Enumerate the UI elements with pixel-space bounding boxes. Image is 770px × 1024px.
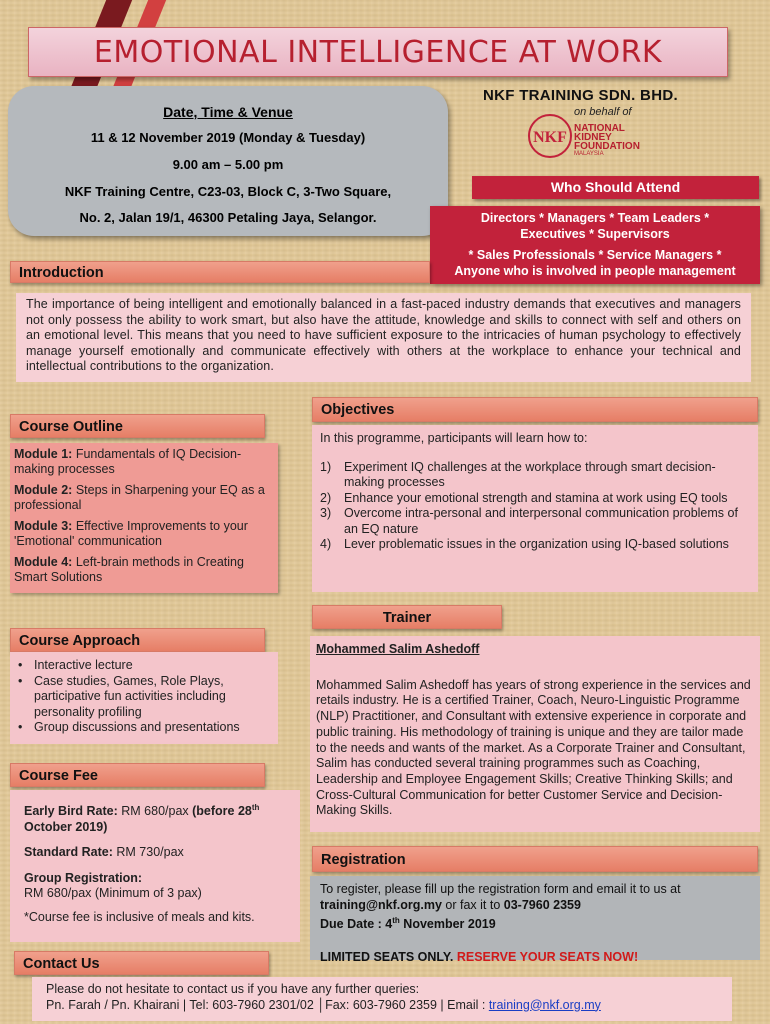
list-number: 4) [320,537,332,551]
early-bird-value: RM 680/pax [117,804,193,819]
trainer-name: Mohammed Salim Ashedoff [316,642,480,656]
introduction-heading: Introduction [10,261,430,283]
registration-email[interactable]: training@nkf.org.my [320,897,442,912]
standard-value: RM 730/pax [112,845,184,860]
date-venue-panel [8,86,448,236]
registration-panel [310,876,760,964]
limited-seats [320,950,750,966]
early-bird-note-sup: th [251,803,260,812]
course-outline-panel [10,443,278,593]
objectives-panel [312,425,758,592]
venue-line-2: No. 2, Jalan 19/1, 46300 Petaling Jaya, Selangor. [79,210,377,225]
standard-label: Standard Rate: [24,845,113,860]
on-behalf-text: on behalf of [574,106,632,118]
fee-note: *Course fee is inclusive of meals and kits. [24,909,255,924]
event-dates: 11 & 12 November 2019 (Monday & Tuesday) [90,130,366,145]
list-item [320,460,750,491]
page-title: EMOTIONAL INTELLIGENCE AT WORK [28,27,728,77]
course-fee-heading: Course Fee [10,763,265,787]
list-item [14,555,273,585]
list-item: • Group discussions and presentations [14,720,272,736]
course-fee-panel [10,790,300,942]
module-text: Left-brain methods in Creating Smart Solutions [14,555,244,584]
event-time: 9.00 am – 5.00 pm [172,157,284,172]
registration-line-2 [320,898,750,914]
logo-line-2: KIDNEY [574,132,612,143]
objective-text: Enhance your emotional strength and stamina at work using EQ tools [344,490,728,505]
list-item [320,491,750,507]
group-value: RM 680/pax (Minimum of 3 pax) [24,886,202,901]
list-item [14,447,273,477]
venue-line-1: NKF Training Centre, C23-03, Block C, 3-Two Square, [64,184,392,199]
attendee-line-3: * Sales Professionals * Service Managers * [468,248,722,262]
introduction-text: The importance of being intelligent and emotionally balanced in a fast-paced industry demands that executives and managers not only possess the ability to work smart, but also have the attitude, knowledge and skills to connect with self and others on an emotional level. This means that you need to have sufficient exposure to the intricacies of human psychology to effectively manage yourself emotionally and communicate effectively with others at the workplace to enhance your technical and intellectual contributions to the organization. [16,293,751,382]
attendee-line-2: Executives * Supervisors [520,227,670,241]
registration-heading: Registration [312,846,758,872]
list-item [14,519,273,549]
organizer-name: NKF TRAINING SDN. BHD. [483,87,678,104]
nkf-logo-icon [528,110,572,162]
list-item: • Interactive lecture [14,658,272,674]
module-label: Module 3: [14,519,73,533]
early-bird-note: (before 28 [192,804,252,819]
contact-details: Pn. Farah / Pn. Khairani | Tel: 603-7960 2301/02 │Fax: 603-7960 2359 | Email : [46,997,489,1012]
module-text: Fundamentals of IQ Decision-making processes [14,447,242,476]
objectives-heading: Objectives [312,397,758,422]
trainer-bio: Mohammed Salim Ashedoff has years of strong experience in the services and retails industry. He is a certified Trainer, Coach, Neuro-Linguistic Programme (NLP) Practitioner, and Consultant with extensive experience in corporate and public training. His methodology of training is unique and they are tailor made to the needs and wants of the market. As a Corporate Trainer and Consultant, Salim has conducted several training programmes such as Coaching, Leadership and Employee Engagement Skills; Creative Thinking Skills; and Cross-Cultural Communication for better Customer Service and Decision-Making Skills. [316,677,751,818]
early-bird-label: Early Bird Rate: [24,804,118,819]
objectives-intro: In this programme, participants will learn how to: [320,431,588,445]
objective-text: Experiment IQ challenges at the workplace through smart decision-making processes [344,459,716,489]
standard-rate [24,845,294,861]
contact-line-1: Please do not hesitate to contact us if you have any further queries: [46,982,420,996]
early-bird-note-end: October 2019) [24,819,108,834]
contact-panel [32,977,732,1021]
objective-text: Lever problematic issues in the organization using IQ-based solutions [344,537,729,551]
logo-line-4: MALAYSIA [574,151,604,157]
list-number: 3) [320,506,332,520]
course-outline-heading: Course Outline [10,414,265,438]
list-item [320,506,750,537]
date-venue-heading: Date, Time & Venue [163,104,293,120]
approach-list [14,658,272,736]
contact-line-2 [46,998,718,1014]
logo-line-3: FOUNDATION [574,141,640,152]
list-number: 1) [320,459,332,474]
trainer-heading: Trainer [312,605,502,629]
svg-text:NKF: NKF [533,129,567,146]
reserve-seats-text: RESERVE YOUR SEATS NOW! [456,949,639,964]
attendee-line-1: Directors * Managers * Team Leaders * [480,211,710,225]
module-label: Module 1: [14,447,73,461]
objective-text: Overcome intra-personal and interpersonal communication problems of an EQ nature [344,506,738,536]
list-item [14,483,273,513]
due-date-sup: th [392,916,400,925]
contact-email-link[interactable]: training@nkf.org.my [488,997,601,1012]
registration-fax: 03-7960 2359 [503,897,581,912]
course-approach-panel [10,652,278,744]
due-date-label: Due Date : 4 [320,917,393,932]
module-label: Module 2: [14,483,73,497]
course-approach-heading: Course Approach [10,628,265,652]
group-label: Group Registration: [24,870,143,885]
who-should-attend-panel [430,206,760,284]
due-date [320,913,750,933]
foundation-logo-text [574,124,640,158]
attendee-line-4: Anyone who is involved in people management [454,264,736,278]
list-number: 2) [320,490,332,505]
early-bird-rate [24,800,294,835]
who-should-attend-heading: Who Should Attend [472,176,759,199]
registration-line-1: To register, please fill up the registration form and email it to us at [320,882,681,896]
list-item: • Case studies, Games, Role Plays, participative fun activities including personality profiling [14,674,272,721]
group-registration [24,871,294,902]
module-text: Steps in Sharpening your EQ as a professional [14,483,265,512]
trainer-panel [310,636,760,832]
contact-heading: Contact Us [14,951,269,975]
module-text: Effective Improvements to your 'Emotional' communication [14,519,248,548]
limited-seats-text: LIMITED SEATS ONLY. [320,949,457,964]
module-label: Module 4: [14,555,73,569]
objectives-list [320,460,750,553]
due-date-rest: November 2019 [399,917,496,932]
fax-text: or fax it to [441,897,504,912]
list-item [320,537,750,553]
logo-line-1: NATIONAL [574,123,625,134]
